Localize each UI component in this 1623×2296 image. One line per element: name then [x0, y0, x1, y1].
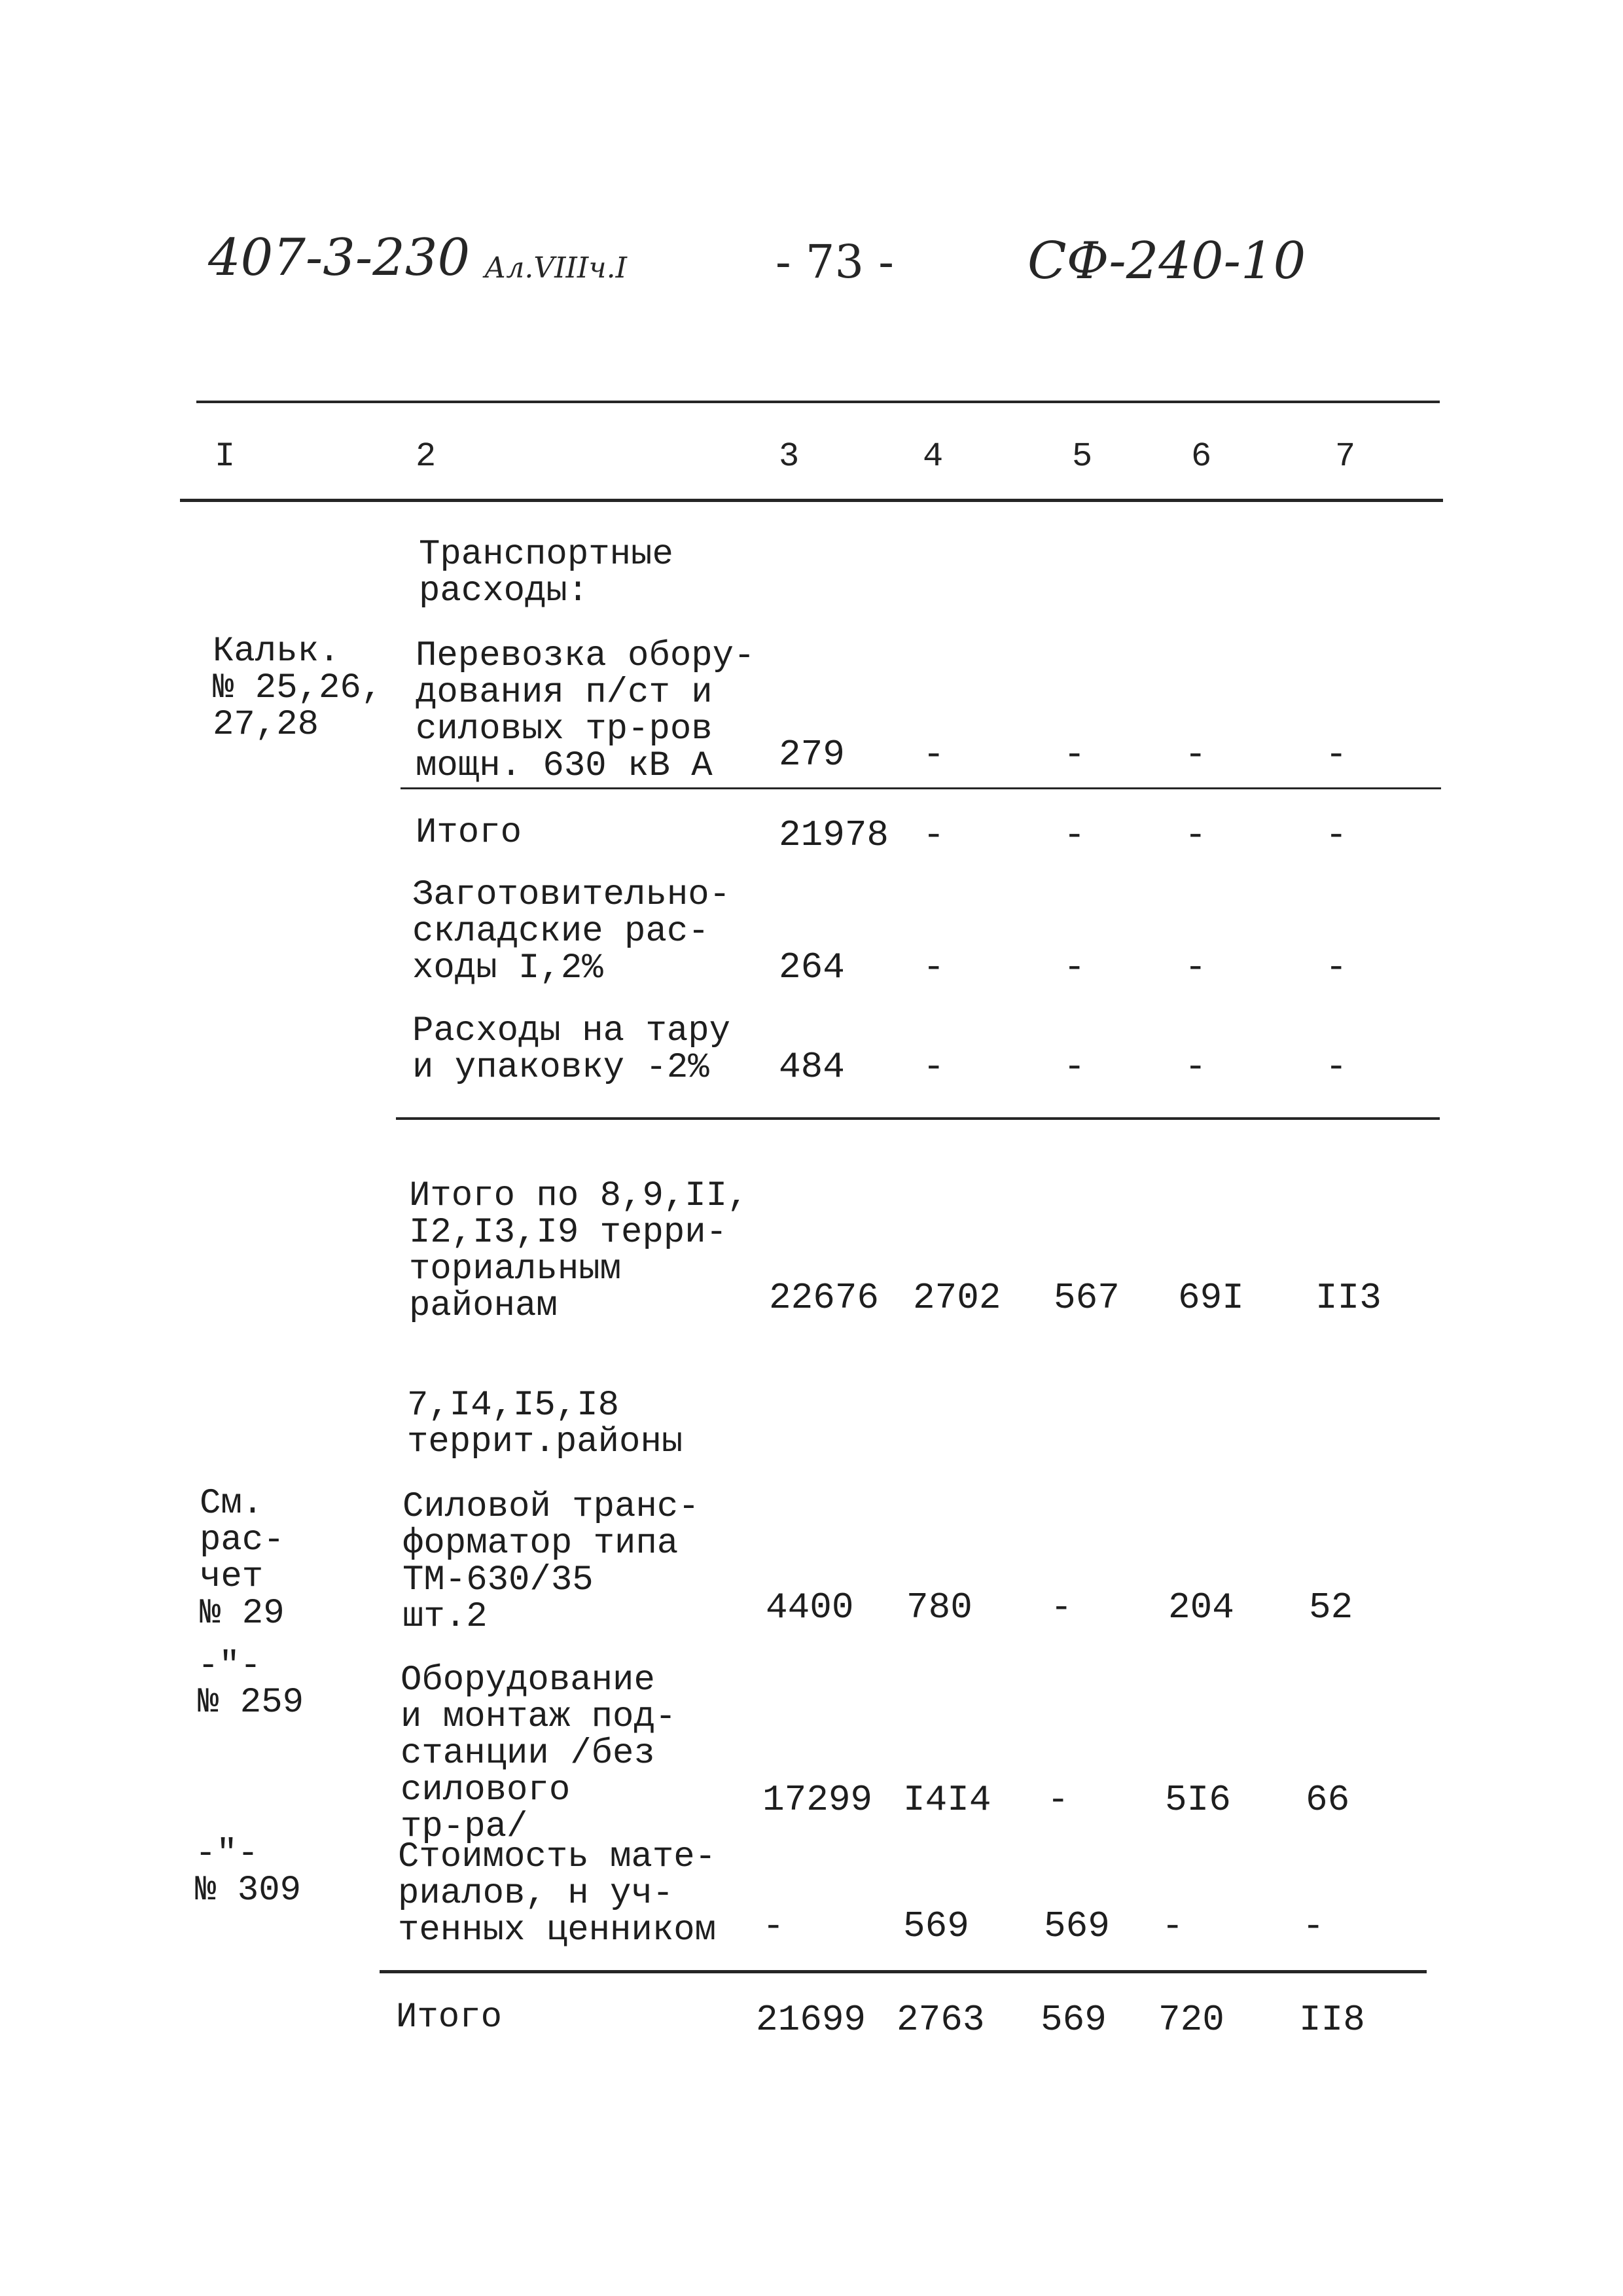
row-name: Перевозка обору- дования п/ст и силовых тр-ров мощн. 630 кВ А	[416, 636, 755, 786]
row-name: Итого	[416, 813, 522, 853]
col-header-4: 4	[923, 437, 944, 476]
row-ref: -"- № 309	[195, 1834, 302, 1910]
col-header-2: 2	[416, 437, 437, 476]
row-name: Силовой транс- форматор типа ТМ-630/35 шт.2	[402, 1487, 700, 1637]
cell-col7: -	[1325, 734, 1347, 776]
cell-col6: -	[1185, 734, 1207, 776]
cell-col3: 21978	[779, 814, 889, 856]
cell-col5: -	[1047, 1779, 1069, 1821]
cell-col5: -	[1050, 1587, 1073, 1628]
album-ref: Ал.VIIIч.I	[484, 251, 627, 285]
cell-col3: 22676	[769, 1277, 880, 1319]
cell-col3: 21699	[756, 1999, 866, 2041]
page-number: - 73 -	[776, 235, 894, 289]
cell-col5: 569	[1044, 1905, 1110, 1947]
col-header-6: 6	[1191, 437, 1212, 476]
cell-col4: 780	[906, 1587, 972, 1628]
cell-col6: 720	[1158, 1999, 1224, 2041]
cell-col3: 264	[779, 946, 845, 988]
row-ref: -"- № 259	[198, 1646, 304, 1723]
row-name: Расходы на тару и упаковку -2%	[412, 1011, 731, 1088]
cell-col7: II8	[1299, 1999, 1365, 2041]
cell-col7: -	[1325, 946, 1347, 988]
cell-col5: -	[1063, 1046, 1086, 1088]
document-code: 407-3-230	[208, 228, 471, 287]
cell-col4: -	[923, 734, 945, 776]
row-name: Заготовительно- складские рас- ходы I,2%	[412, 875, 731, 988]
cell-col3: 4400	[766, 1587, 854, 1628]
cell-col4: -	[923, 946, 945, 988]
row-name: Стоимость мате- риалов, н уч- тенных ценником	[398, 1837, 717, 1950]
table-top-rule	[196, 401, 1440, 403]
cell-col7: II3	[1315, 1277, 1382, 1319]
row-ref: Кальк. № 25,26, 27,28	[213, 632, 383, 745]
col-header-7: 7	[1335, 437, 1356, 476]
cell-col7: 52	[1309, 1587, 1353, 1628]
col-header-5: 5	[1072, 437, 1093, 476]
row-name: Итого	[396, 1998, 503, 2037]
cell-col6: -	[1185, 1046, 1207, 1088]
cell-col6: -	[1185, 814, 1207, 856]
cell-col4: 2763	[897, 1999, 985, 2041]
cell-col6: -	[1162, 1905, 1184, 1947]
row-ref: См. рас- чет № 29	[200, 1484, 285, 1634]
cell-col5: 569	[1041, 1999, 1107, 2041]
cell-col3: 17299	[762, 1779, 873, 1821]
sheet-code: СФ-240-10	[1027, 232, 1306, 291]
col-header-1: I	[215, 437, 236, 476]
section-heading-transport: Транспортные расходы:	[419, 535, 673, 611]
cell-col7: 66	[1306, 1779, 1350, 1821]
row-name: Оборудование и монтаж под- станции /без силового тр-ра/	[401, 1660, 677, 1847]
cell-col6: -	[1185, 946, 1207, 988]
header-bottom-rule	[180, 499, 1443, 502]
cell-col5: -	[1063, 946, 1086, 988]
cell-col3: 484	[779, 1046, 845, 1088]
cell-col3: -	[762, 1905, 785, 1947]
cell-col7: -	[1302, 1905, 1325, 1947]
cell-col7: -	[1325, 814, 1347, 856]
col-header-3: 3	[779, 437, 800, 476]
cell-col5: 567	[1054, 1277, 1120, 1319]
cell-col6: 69I	[1178, 1277, 1244, 1319]
cell-col4: 569	[903, 1905, 969, 1947]
cell-col6: 204	[1168, 1587, 1234, 1628]
row-divider	[401, 787, 1441, 789]
cell-col4: -	[923, 814, 945, 856]
cell-col7: -	[1325, 1046, 1347, 1088]
row-name: Итого по 8,9,II, I2,I3,I9 терри- ториальным районам	[409, 1176, 749, 1326]
cell-col4: I4I4	[903, 1779, 991, 1821]
total-divider	[380, 1970, 1427, 1973]
cell-col5: -	[1063, 814, 1086, 856]
cell-col6: 5I6	[1165, 1779, 1231, 1821]
cell-col4: -	[923, 1046, 945, 1088]
section-heading-regions: 7,I4,I5,I8 террит.районы	[407, 1386, 683, 1462]
cell-col3: 279	[779, 734, 845, 776]
cell-col5: -	[1063, 734, 1086, 776]
cell-col4: 2702	[913, 1277, 1001, 1319]
section-divider	[396, 1117, 1440, 1120]
